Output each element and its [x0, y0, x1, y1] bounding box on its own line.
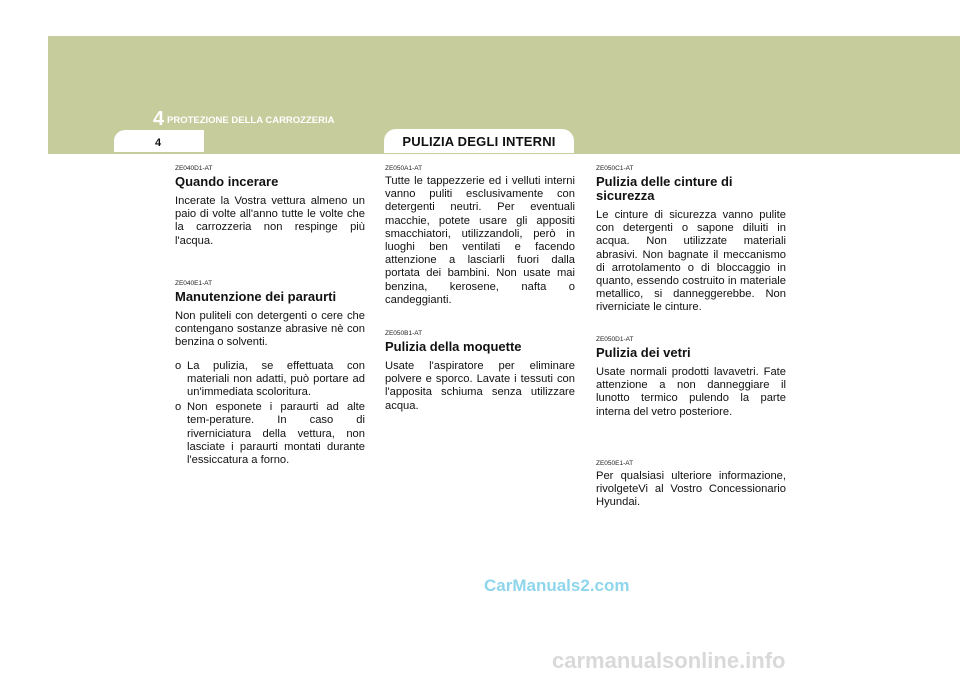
section-text: Le cinture di sicurezza vanno pulite con detergenti o sapone diluiti in acqua. Non utilizzate materiali abrasivi. Non bagnate il meccanismo di arrotolamento o di bloccaggio in quanto, essendo costruito in materiale metallico, si danneggerebbe. Non riverniciate le cinture. [596, 209, 786, 314]
section-further-info [596, 460, 786, 510]
watermark-carmanualsonline: carmanualsonline.info [552, 648, 786, 673]
section-code: ZE050B1-AT [385, 330, 423, 337]
chapter-number: 4 [153, 108, 165, 130]
list-item-text: La pulizia, se effettuata con materiali non adatti, può portare ad un'immediata scoloritura. [187, 359, 365, 399]
list-item [175, 401, 365, 467]
right-column [596, 165, 786, 315]
right-column-2 [596, 336, 786, 419]
chapter-title: PROTEZIONE DELLA CARROZZERIA [167, 115, 335, 126]
watermark-carmanuals2[interactable]: CarManuals2.com [484, 576, 630, 595]
section-text: Usate l'aspiratore per eliminare polvere e sporco. Lavate i tessuti con l'apposita schiuma senza utilizzare acqua. [385, 360, 575, 412]
section-seatbelt-cleaning [596, 165, 786, 315]
section-code: ZE050D1-AT [596, 336, 634, 343]
section-heading: Pulizia dei vetri [596, 345, 691, 360]
section-glass-cleaning [596, 336, 786, 419]
middle-column-2 [385, 330, 575, 413]
section-bumper-care [175, 280, 365, 467]
section-text: Tutte le tappezzerie ed i velluti interni vanno puliti esclusivamente con detergenti neutri. Per eventuali macchie, potete usare gli appositi smacchiatori, utilizzandoli, però in luoghi ben ventilati e facendo attenzione a lasciarli fuori dalla portata dei bambini. Non usate mai benzina, kerosene, nafta o candeggianti. [385, 175, 575, 306]
middle-column [385, 165, 575, 307]
section-text: Incerate la Vostra vettura almeno un paio di volte all'anno tutte le volte che la carrozzeria non respinge più l'acqua. [175, 195, 365, 247]
section-text: Per qualsiasi ulteriore informazione, rivolgeteVi al Vostro Concessionario Hyundai. [596, 470, 786, 509]
bumper-care-list [175, 360, 365, 468]
section-when-to-wax [175, 165, 365, 248]
right-column-3 [596, 460, 786, 510]
list-item [175, 360, 365, 400]
section-heading: Manutenzione dei paraurti [175, 289, 337, 304]
section-code: ZE050E1-AT [596, 460, 634, 467]
bullet-marker: o [175, 401, 182, 414]
section-heading: Pulizia delle cinture di sicurezza [596, 174, 733, 203]
section-code: ZE050C1-AT [596, 165, 634, 172]
list-item-text: Non esponete i paraurti ad alte tem-perature. In caso di riverniciatura della vettura, non lasciate i paraurti montati durante l'essiccatura a forno. [187, 401, 365, 467]
section-heading: Quando incerare [175, 174, 279, 189]
section-code: ZE040E1-AT [175, 280, 213, 287]
left-column-2 [175, 280, 365, 469]
left-column [175, 165, 365, 248]
page-number: 4 [155, 137, 162, 149]
section-text: Usate normali prodotti lavavetri. Fate attenzione a non danneggiare il lunotto termico pulendo la parte interna del vetro posteriore. [596, 366, 786, 418]
section-tab [384, 129, 574, 153]
bullet-marker: o [175, 359, 182, 372]
section-code: ZE040D1-AT [175, 165, 213, 172]
section-code: ZE050A1-AT [385, 165, 423, 172]
section-title: PULIZIA DEGLI INTERNI [402, 133, 556, 149]
section-carpet-cleaning [385, 330, 575, 413]
section-interior-upholstery [385, 165, 575, 307]
section-text: Non puliteli con detergenti o cere che contengano sostanze abrasive nè con benzina o solventi. [175, 310, 365, 349]
section-heading: Pulizia della moquette [385, 339, 522, 354]
